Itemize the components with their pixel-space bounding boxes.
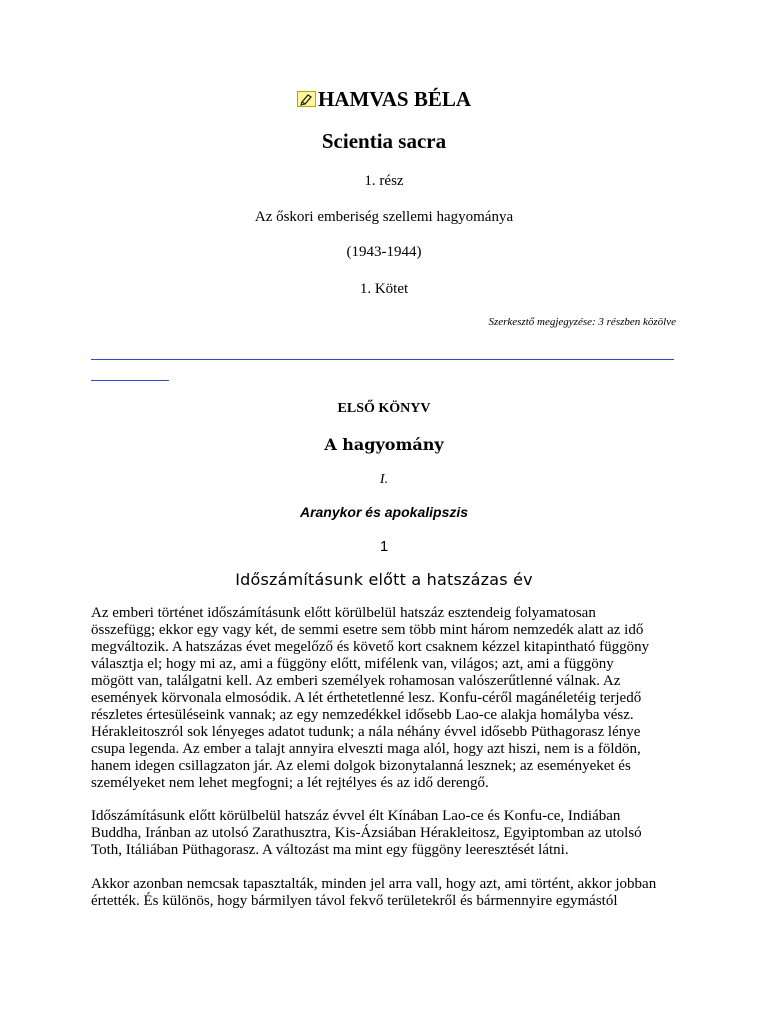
text-line: mögött van, találgatni kell. Az emberi személyek rohamosan valószerűtlenné válnak. Az <box>91 673 621 689</box>
paragraph <box>91 808 691 859</box>
text-line: választja el; hogy mi az, ami a függöny előtt, mifélenk van, világos; azt, ami a függöny <box>91 656 614 672</box>
text-line: értették. És különös, hogy bármilyen távol fekvő területekről és bármennyire egymástól <box>91 893 618 909</box>
editor-note: Szerkesztő megjegyzése: 3 részben közölve <box>488 316 676 328</box>
text-line: részletes értesüléseink vannak; az egy nemzedékkel idősebb Lao-ce alakja homályba vész. <box>91 707 634 723</box>
author-name: HAMVAS BÉLA <box>317 87 472 111</box>
part-label: 1. rész <box>364 173 404 189</box>
paragraph <box>91 876 691 910</box>
section-title: Időszámításunk előtt a hatszázas év <box>235 570 533 589</box>
text-line: Akkor azonban nemcsak tapasztalták, minden jel arra vall, hogy azt, ami történt, akkor jobban <box>91 876 657 892</box>
text-line: Hérakleitoszról sok lényeges adatot tudunk; a nála néhány évvel idősebb Püthagorasz lénye <box>91 724 641 740</box>
section-number: 1 <box>379 538 389 555</box>
chapter-title: Aranykor és apokalipszis <box>299 504 469 520</box>
book-heading: ELSŐ KÖNYV <box>337 401 431 416</box>
chapter-number: I. <box>379 472 389 487</box>
text-line: események körvonala elmosódik. A lét érthetetlenné lesz. Konfu-céről magánéletéig terjedő <box>91 690 642 706</box>
book-section-title: A hagyomány <box>324 435 444 454</box>
text-line: Az emberi történet időszámításunk előtt körülbelül hatszáz esztendeig folyamatosan <box>91 605 596 621</box>
text-line: összefügg; ekkor egy vagy két, de semmi esetre sem több mint három nemzedék alatt az idő <box>91 622 644 638</box>
text-line: Toth, Itáliában Püthagorasz. A változást ma mint egy függöny leeresztését látni. <box>91 842 569 858</box>
text-line: megváltozik. A hatszázas évet megelőző és követő kort csaknem kézzel kitapintható függöny <box>91 639 650 655</box>
text-line: Időszámításunk előtt körülbelül hatszáz évvel élt Kínában Lao-ce és Konfu-ce, Indiában <box>91 808 621 824</box>
text-line: hanem idegen csillagzaton jár. Az elemi dolgok bizonytalanná lesznek; az eseményeket és <box>91 758 631 774</box>
years-label: (1943-1944) <box>346 244 422 260</box>
document-note-icon[interactable] <box>297 91 316 107</box>
author-heading <box>0 86 768 112</box>
divider-line <box>91 359 674 360</box>
book-subtitle: Az őskori emberiség szellemi hagyománya <box>254 209 514 225</box>
text-line: Buddha, Iránban az utolsó Zarathusztra, Kis-Ázsiában Hérakleitosz, Egyiptomban az utolsó <box>91 825 642 841</box>
divider-line-short <box>91 380 169 381</box>
text-line: személyeket nem lehet megfogni; a lét rejtélyes és az idő derengő. <box>91 775 489 791</box>
text-line: csupa legenda. Az ember a talajt annyira elveszti maga alól, hogy azt hiszi, nem is a földön, <box>91 741 641 757</box>
book-title: Scientia sacra <box>321 129 447 153</box>
volume-label: 1. Kötet <box>359 281 409 297</box>
paragraph <box>91 605 691 792</box>
